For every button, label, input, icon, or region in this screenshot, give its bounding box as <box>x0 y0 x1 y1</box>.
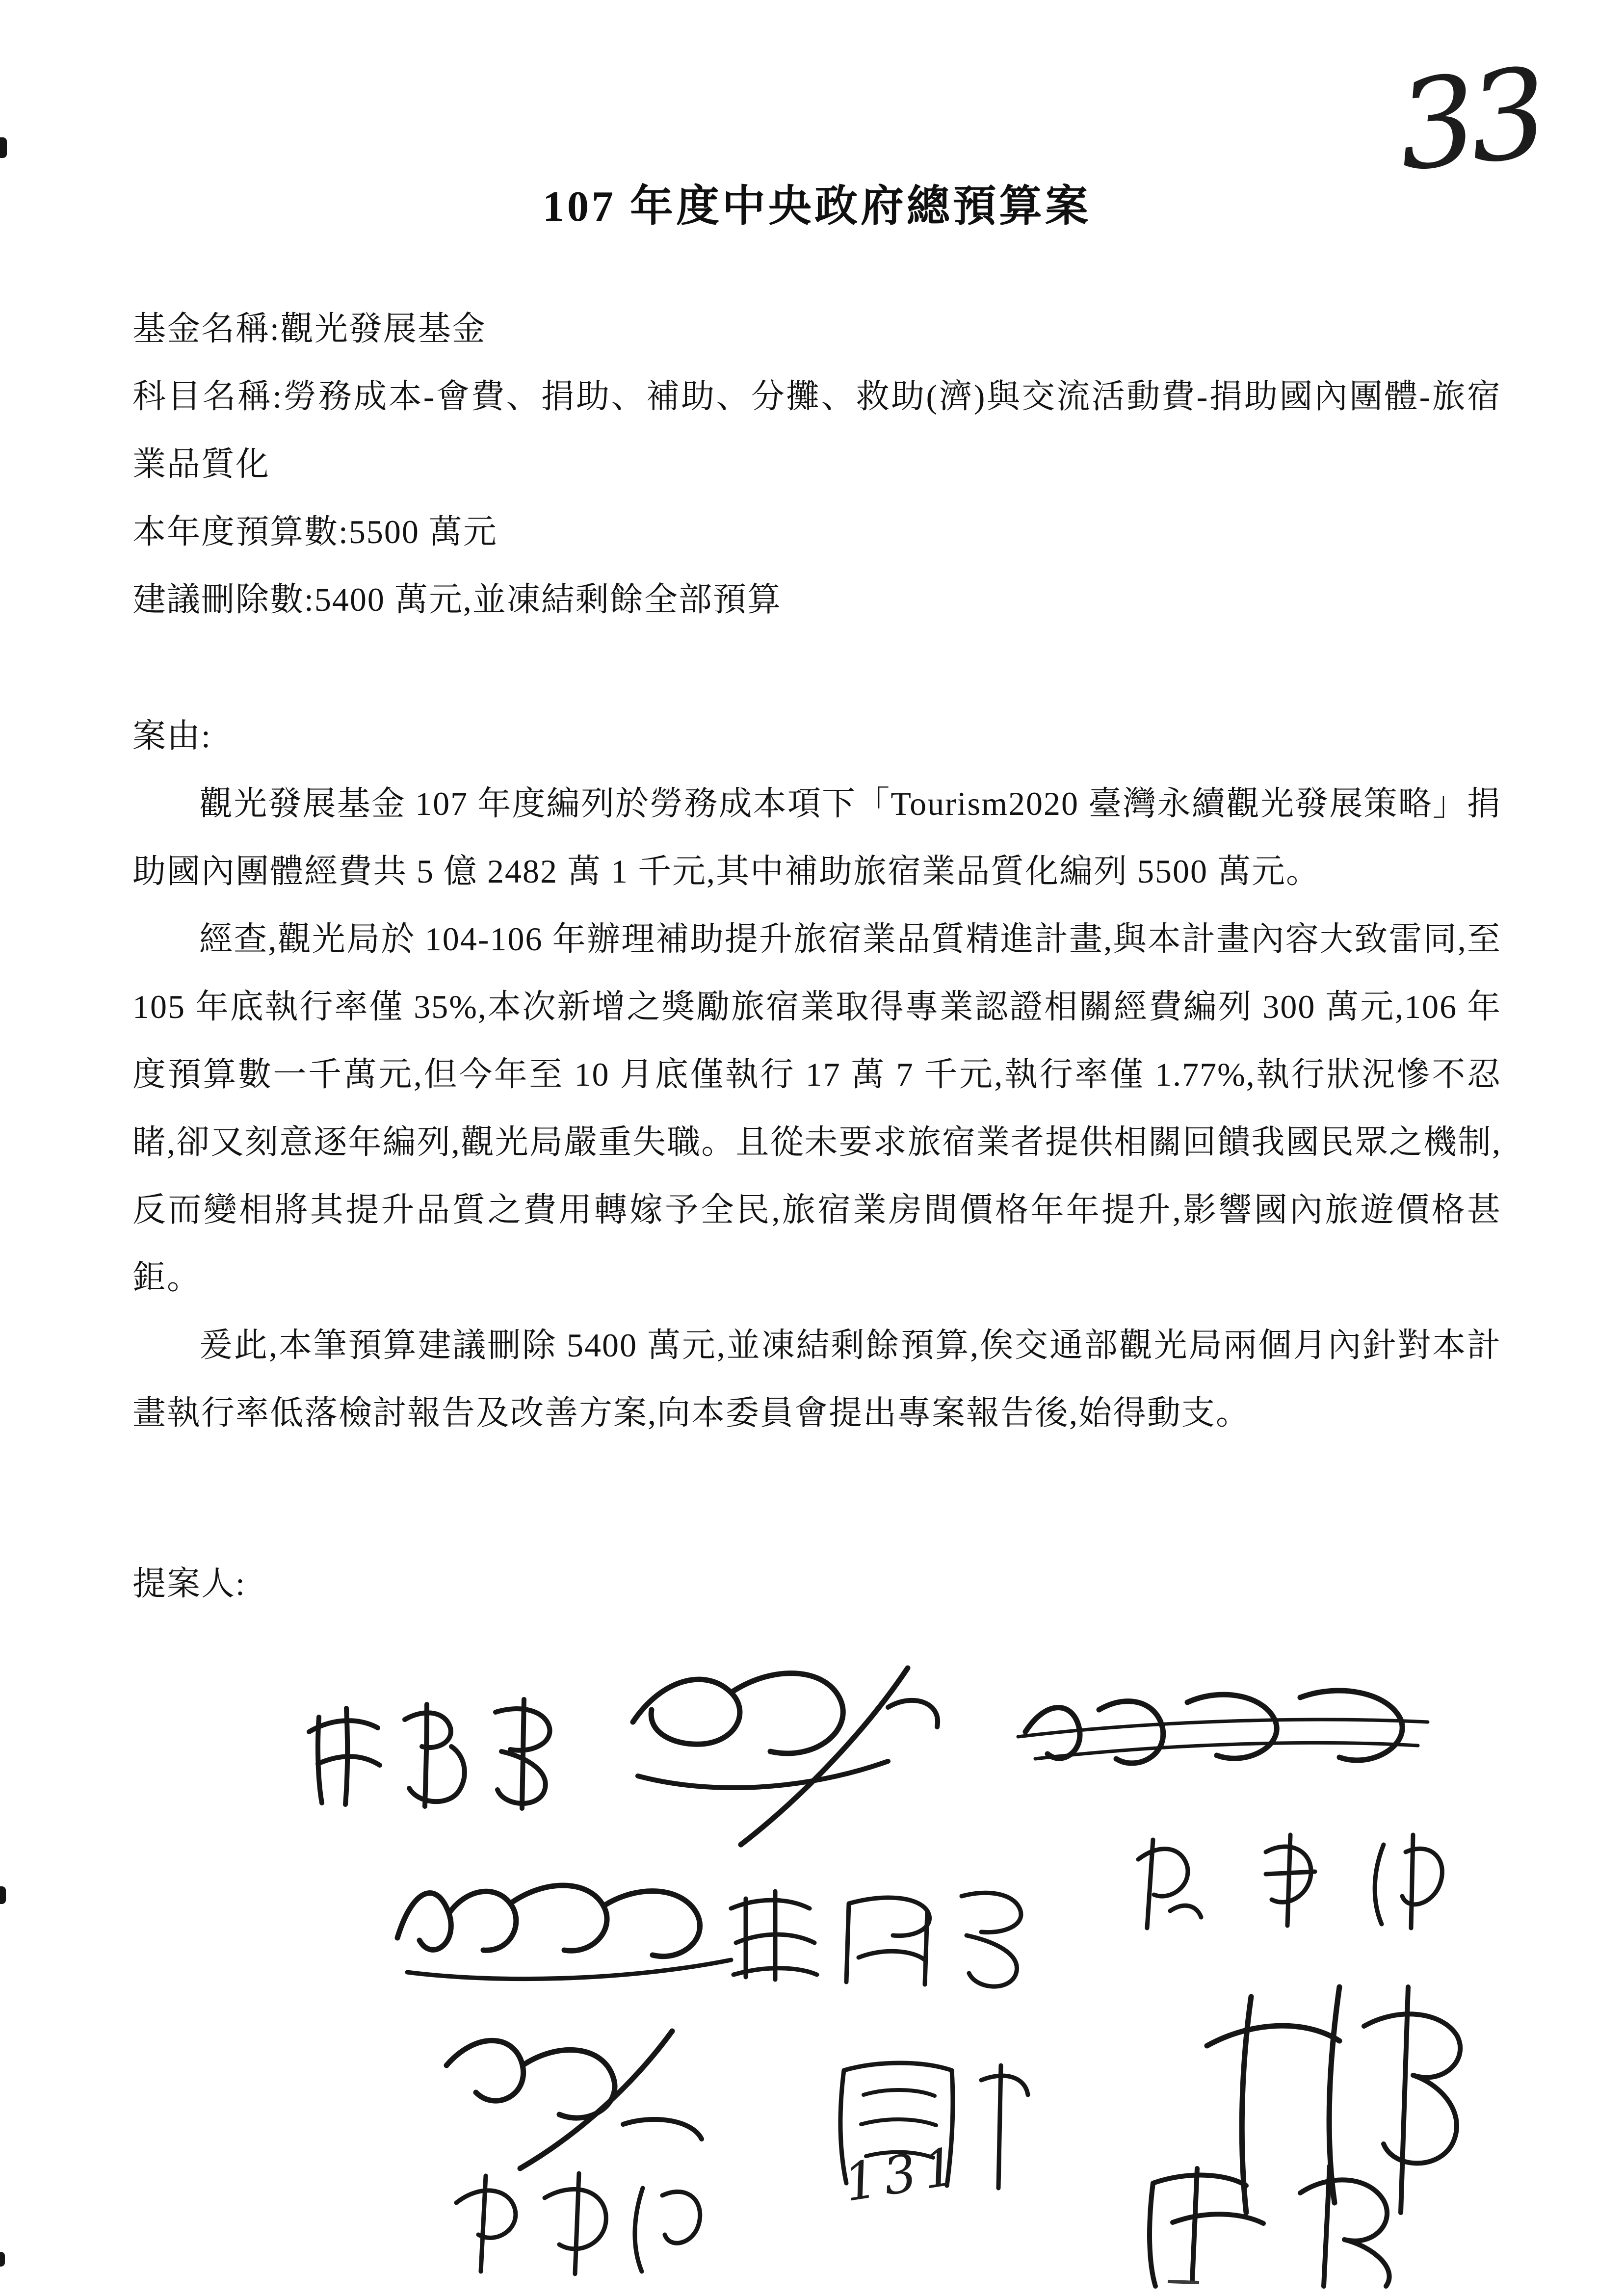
handwritten-page-number: 33 <box>1391 41 1548 199</box>
signature-7 <box>417 2007 731 2173</box>
signature-2 <box>594 1648 967 1854</box>
case-heading: 案由: <box>132 717 211 755</box>
field-label: 科目名稱: <box>132 378 283 415</box>
signature-11 <box>1124 2139 1438 2296</box>
field-label: 建議刪除數: <box>132 581 314 618</box>
signature-9 <box>1178 1957 1482 2232</box>
signature-4 <box>1119 1815 1462 1953</box>
signature-3 <box>1001 1663 1442 1810</box>
signature-1 <box>304 1683 579 1820</box>
scan-artifact <box>0 137 7 158</box>
field-label: 本年度預算數: <box>132 513 349 550</box>
field-value: 觀光發展基金 <box>280 310 486 347</box>
field-fund-name <box>132 295 1501 363</box>
scan-artifact <box>0 2252 5 2267</box>
case-paragraph-3: 爰此,本筆預算建議刪除 5400 萬元,並凍結剩餘預算,俟交通部觀光局兩個月內針對本計畫執行率低落檢討報告及改善方案,向本委員會提出專案報告後,始得動支。 <box>132 1327 1501 1432</box>
field-value: 5500 萬元 <box>348 513 498 550</box>
scan-artifact <box>1168 2280 1199 2284</box>
field-list <box>132 295 1501 633</box>
signature-10 <box>437 2154 711 2291</box>
document-title: 107 年度中央政府總預算案 <box>542 183 1091 231</box>
signature-8 <box>810 2041 1045 2198</box>
field-budget-amount <box>132 498 1501 566</box>
case-section <box>132 702 1501 1447</box>
document-body <box>132 172 1501 1618</box>
proposer-label: 提案人: <box>132 1565 246 1602</box>
signature-5 <box>378 1845 760 1992</box>
field-subject-name <box>132 363 1501 498</box>
case-paragraph-2: 經查,觀光局於 104-106 年辦理補助提升旅宿業品質精進計畫,與本計畫內容大致雷同,至 105 年底執行率僅 35%,本次新增之獎勵旅宿業取得專業認證相關經費編列 300 萬元,106 年度預算數一千萬元,但今年至 10 月底僅執行 17 萬 7 千元,執行率僅 1.77%,執行狀況慘不忍睹,卻又刻意逐年編列,觀光局嚴重失職。且從未要求旅宿業者提供相關回饋我國民眾之機制,反而變相將其提升品質之費用轉嫁予全民,旅宿業房間價格年年提升,影響國內旅遊價格甚鉅。 <box>132 920 1501 1296</box>
field-label: 基金名稱: <box>132 310 280 347</box>
field-value: 5400 萬元,並凍結剩餘全部預算 <box>314 581 782 618</box>
proposer-row <box>132 1550 1501 1618</box>
field-proposed-cut <box>132 566 1501 633</box>
handwritten-number-131: 131 <box>839 2135 967 2214</box>
field-value: 勞務成本-會費、捐助、補助、分攤、救助(濟)與交流活動費-捐助國內團體-旅宿業品質化 <box>132 378 1501 483</box>
scan-artifact <box>0 1886 6 1904</box>
case-paragraph-1: 觀光發展基金 107 年度編列於勞務成本項下「Tourism2020 臺灣永續觀光發展策略」捐助國內團體經費共 5 億 2482 萬 1 千元,其中補助旅宿業品質化編列 5500 萬元。 <box>132 785 1501 890</box>
signature-6 <box>721 1869 1035 2007</box>
